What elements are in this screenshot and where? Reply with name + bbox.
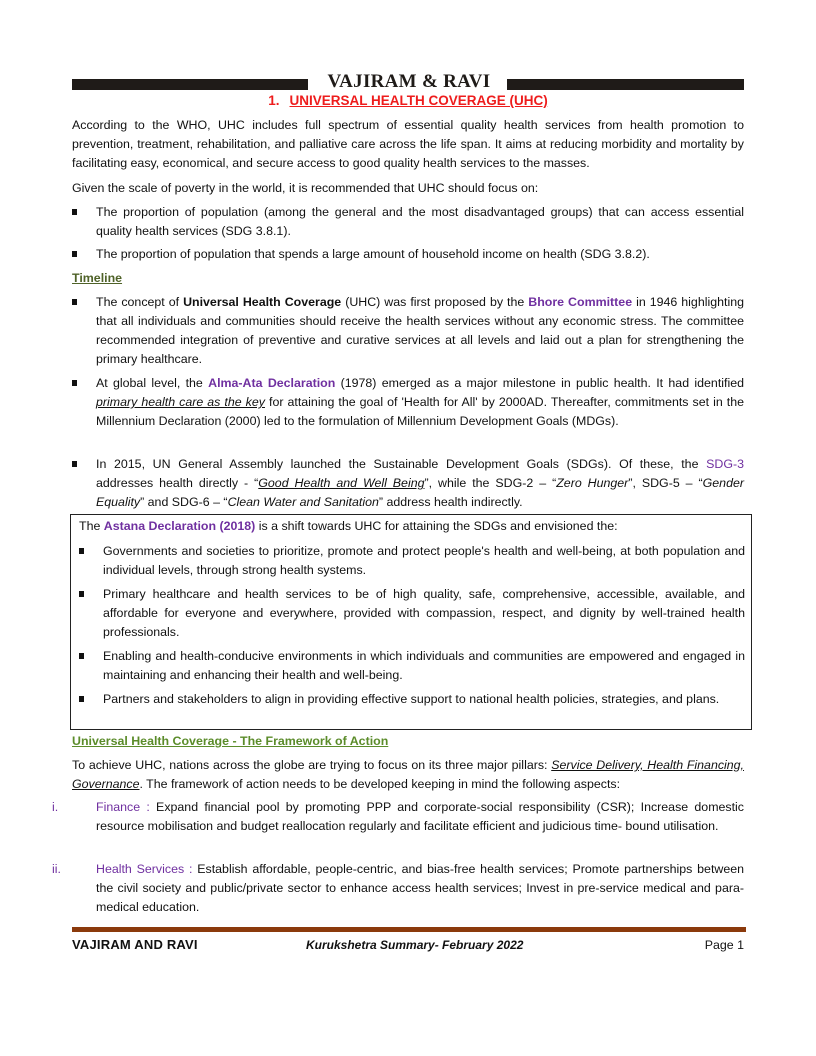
text-run: To achieve UHC, nations across the globe are trying to focus on its three major pillars: bbox=[72, 758, 552, 772]
framework-intro bbox=[72, 756, 744, 794]
section-title bbox=[72, 92, 744, 110]
bullet-square-icon bbox=[72, 461, 77, 467]
bullet-square-icon bbox=[72, 299, 77, 305]
text-run: for attaining the goal of 'Health for All' by 2000AD. Thereafter, commitments set in the Millennium Declaration (2000) led to the formulation of Millennium Development Goals (MDGs). bbox=[96, 395, 744, 428]
text-run: (UHC) was first proposed by the bbox=[341, 295, 529, 309]
list-item-text: Governments and societies to prioritize, promote and protect people's health and well-being, at both population and individual levels, through strong health systems. bbox=[103, 544, 745, 577]
list-item-text: Primary healthcare and health services to be of high quality, safe, comprehensive, accessible, available, and affordable for everyone and everywhere, provided with compassion, respect, and dignity by well-trained health professionals. bbox=[103, 587, 745, 639]
framework-heading-text: Universal Health Coverage - The Framework of Action bbox=[72, 734, 389, 748]
roman-numeral: ii. bbox=[52, 862, 61, 876]
list-item bbox=[79, 647, 745, 685]
section-number: 1. bbox=[268, 93, 280, 108]
list-item-text bbox=[96, 860, 744, 917]
list-item bbox=[72, 245, 744, 264]
list-item-text: Enabling and health-conducive environments in which individuals and communities are empowered and engaged in maintaining and enhancing their health and well-being. bbox=[103, 649, 745, 682]
list-item-text: The proportion of population (among the general and the most disadvantaged groups) that can access essential quality health services (SDG 3.8.1). bbox=[96, 205, 744, 238]
astana-lead bbox=[79, 517, 743, 536]
list-item bbox=[72, 293, 744, 369]
intro-focus-paragraph: Given the scale of poverty in the world, it is recommended that UHC should focus on: bbox=[72, 181, 539, 195]
aspect-label: Health Services : bbox=[96, 862, 193, 876]
emphasis-term: Good Health and Well Being bbox=[258, 476, 425, 490]
highlight-term: Astana Declaration (2018) bbox=[103, 519, 256, 533]
italic-term: Gender Equality bbox=[96, 476, 744, 509]
emphasis-term: primary health care as the key bbox=[96, 395, 265, 409]
text-run: The concept of bbox=[96, 295, 184, 309]
text-run: is a shift towards UHC for attaining the SDGs and envisioned the: bbox=[255, 519, 618, 533]
masthead-bar-left bbox=[72, 79, 308, 90]
footer-brand: VAJIRAM AND RAVI bbox=[72, 937, 198, 952]
highlight-term: Alma-Ata Declaration bbox=[208, 376, 336, 390]
framework-item-health-services bbox=[52, 860, 744, 917]
astana-declaration-box bbox=[70, 514, 752, 730]
page-number: Page 1 bbox=[704, 938, 744, 952]
italic-term: Zero Hunger bbox=[556, 476, 629, 490]
list-item bbox=[79, 690, 745, 709]
bullet-square-icon bbox=[79, 591, 84, 597]
list-item bbox=[72, 203, 744, 241]
text-run: In 2015, UN General Assembly launched the Sustainable Development Goals (SDGs). Of these, the bbox=[96, 457, 707, 471]
highlight-term: SDG-3 bbox=[706, 457, 744, 471]
framework-heading bbox=[72, 731, 744, 751]
text-run: in 1946 highlighting that all individuals and communities should receive the health services without any economic stress. The committee recommended integration of preventive and curative services at all levels and laid out a plan for strengthening the primary healthcare. bbox=[96, 295, 744, 366]
intro-paragraph: According to the WHO, UHC includes full spectrum of essential quality health services from health promotion to prevention, treatment, rehabilitation, and palliative care across the life span. It aims at reducing morbidity and mortality by facilitating easy, economical, and secure access to good quality health services to the masses. bbox=[72, 118, 744, 170]
italic-term: Clean Water and Sanitation bbox=[227, 495, 379, 509]
list-item bbox=[79, 542, 745, 580]
masthead bbox=[72, 71, 744, 92]
section-title-text: UNIVERSAL HEALTH COVERAGE (UHC) bbox=[289, 93, 548, 108]
aspect-label: Finance : bbox=[96, 800, 150, 814]
masthead-bar-right bbox=[507, 79, 744, 90]
list-item-text bbox=[96, 293, 744, 369]
bold-term: Universal Health Coverage bbox=[183, 295, 342, 309]
bullet-square-icon bbox=[72, 209, 77, 215]
text-run: At global level, the bbox=[96, 376, 209, 390]
text-run: ”, while the SDG-2 – “ bbox=[424, 476, 557, 490]
list-item-text bbox=[96, 455, 744, 512]
list-item bbox=[72, 455, 744, 512]
highlight-term: Bhore Committee bbox=[528, 295, 633, 309]
list-item-text: The proportion of population that spends a large amount of household income on health (SDG 3.8.2). bbox=[96, 247, 650, 261]
bullet-square-icon bbox=[72, 380, 77, 386]
framework-item-finance bbox=[52, 798, 744, 836]
text-run: Establish affordable, people-centric, and bias-free health services; Promote partnerships between the civil society and public/private sector to enhance access health services; Invest in pre-service medical and para- medical education. bbox=[96, 862, 745, 914]
timeline-heading bbox=[72, 268, 744, 288]
text-run: ”, SDG-5 – “ bbox=[628, 476, 703, 490]
roman-numeral: i. bbox=[52, 800, 59, 814]
text-run: . The framework of action needs to be developed keeping in mind the following aspects: bbox=[139, 777, 621, 791]
list-item bbox=[79, 585, 745, 642]
footer-rule bbox=[72, 927, 746, 932]
text-run: ” address health indirectly. bbox=[378, 495, 523, 509]
masthead-title: VAJIRAM & RAVI bbox=[327, 71, 491, 92]
text-run: ” and SDG-6 – “ bbox=[140, 495, 228, 509]
text-run: The bbox=[79, 519, 104, 533]
bullet-square-icon bbox=[79, 548, 84, 554]
text-run: (1978) emerged as a major milestone in public health. It had identified bbox=[335, 376, 744, 390]
bullet-square-icon bbox=[79, 653, 84, 659]
bullet-square-icon bbox=[79, 696, 84, 702]
footer-publication: Kurukshetra Summary- February 2022 bbox=[306, 938, 524, 952]
list-item-text bbox=[96, 798, 744, 836]
text-run: addresses health directly - “ bbox=[96, 476, 259, 490]
text-run: Expand financial pool by promoting PPP and corporate-social responsibility (CSR); Increase domestic resource mobilisation and budget reallocation regularly and facilitate efficient and judicious time- bound utilisation. bbox=[96, 800, 744, 833]
list-item-text bbox=[96, 374, 744, 431]
timeline-heading-text: Timeline bbox=[72, 271, 123, 285]
list-item bbox=[72, 374, 744, 431]
list-item-text: Partners and stakeholders to align in providing effective support to national health policies, strategies, and plans. bbox=[103, 692, 720, 706]
pillars-term: Service Delivery, Health Financing, Governance bbox=[72, 758, 745, 791]
bullet-square-icon bbox=[72, 251, 77, 257]
